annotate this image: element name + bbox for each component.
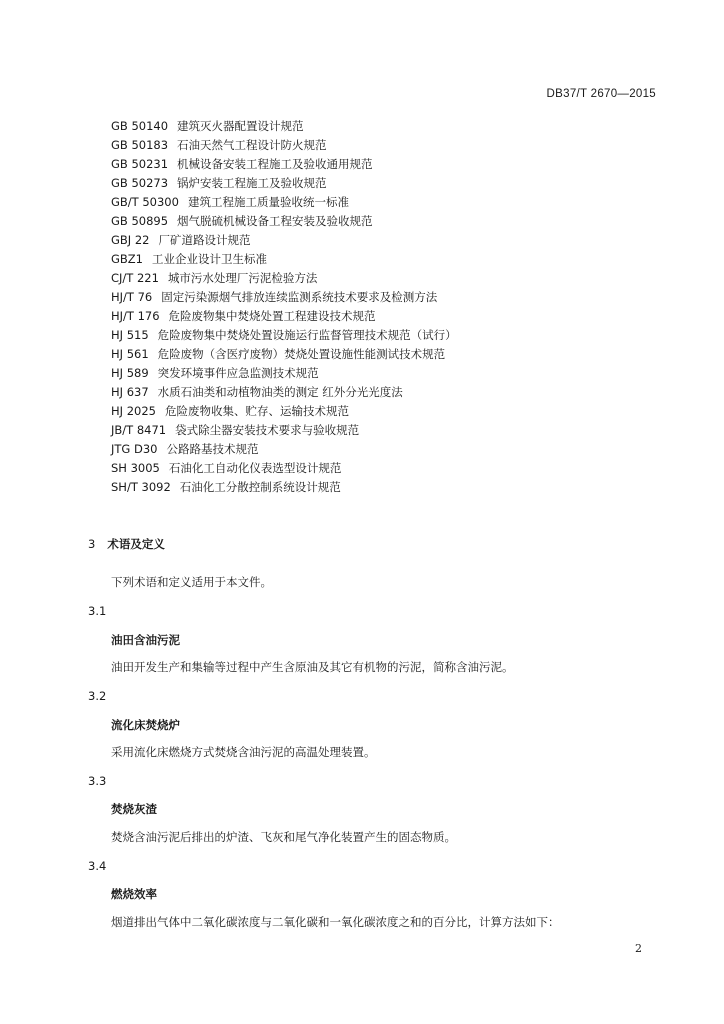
reference-title: 工业企业设计卫生标准 bbox=[152, 252, 267, 266]
normative-references-list bbox=[111, 117, 457, 497]
section-title: 术语及定义 bbox=[107, 537, 165, 551]
reference-title: 石油化工分散控制系统设计规范 bbox=[179, 480, 341, 494]
reference-code: HJ/T 176 bbox=[111, 309, 160, 323]
reference-title: 突发环境事件应急监测技术规范 bbox=[157, 366, 319, 380]
reference-item bbox=[111, 231, 457, 250]
reference-code: GBZ1 bbox=[111, 252, 143, 266]
section-intro: 下列术语和定义适用于本文件。 bbox=[111, 575, 272, 589]
reference-title: 危险废物集中焚烧处置工程建设技术规范 bbox=[168, 309, 376, 323]
reference-item bbox=[111, 174, 457, 193]
term-number: 3.3 bbox=[88, 774, 107, 788]
reference-code: GB 50183 bbox=[111, 138, 169, 152]
reference-code: HJ 637 bbox=[111, 385, 149, 399]
reference-item bbox=[111, 250, 457, 269]
reference-title: 袋式除尘器安装技术要求与验收规范 bbox=[175, 423, 360, 437]
reference-code: HJ/T 76 bbox=[111, 290, 153, 304]
term-definition: 油田开发生产和集输等过程中产生含原油及其它有机物的污泥，简称含油污泥。 bbox=[111, 660, 514, 674]
reference-item bbox=[111, 269, 457, 288]
reference-item bbox=[111, 117, 457, 136]
reference-item bbox=[111, 478, 457, 497]
term-name: 油田含油污泥 bbox=[111, 633, 180, 647]
reference-item bbox=[111, 345, 457, 364]
term-number: 3.1 bbox=[88, 604, 107, 618]
reference-title: 机械设备安装工程施工及验收通用规范 bbox=[177, 157, 373, 171]
reference-item bbox=[111, 440, 457, 459]
term-name: 燃烧效率 bbox=[111, 887, 157, 901]
term-number: 3.4 bbox=[88, 859, 107, 873]
term-definition: 烟道排出气体中二氧化碳浓度与二氧化碳和一氧化碳浓度之和的百分比，计算方法如下： bbox=[111, 915, 560, 929]
reference-code: HJ 589 bbox=[111, 366, 149, 380]
reference-code: SH 3005 bbox=[111, 461, 160, 475]
reference-code: HJ 561 bbox=[111, 347, 149, 361]
reference-item bbox=[111, 326, 457, 345]
reference-title: 石油天然气工程设计防火规范 bbox=[177, 138, 327, 152]
reference-title: 水质石油类和动植物油类的测定 红外分光光度法 bbox=[157, 385, 403, 399]
reference-code: GB 50273 bbox=[111, 176, 169, 190]
reference-title: 石油化工自动化仪表选型设计规范 bbox=[168, 461, 342, 475]
term-definition: 焚烧含油污泥后排出的炉渣、飞灰和尾气净化装置产生的固态物质。 bbox=[111, 830, 456, 844]
reference-item bbox=[111, 136, 457, 155]
reference-item bbox=[111, 459, 457, 478]
reference-title: 危险废物（含医疗废物）焚烧处置设施性能测试技术规范 bbox=[157, 347, 446, 361]
document-code: DB37/T 2670—2015 bbox=[546, 88, 656, 100]
reference-item bbox=[111, 155, 457, 174]
reference-title: 厂矿道路设计规范 bbox=[158, 233, 251, 247]
reference-title: 锅炉安装工程施工及验收规范 bbox=[177, 176, 327, 190]
reference-code: JB/T 8471 bbox=[111, 423, 167, 437]
reference-item bbox=[111, 288, 457, 307]
reference-item bbox=[111, 364, 457, 383]
reference-title: 公路路基技术规范 bbox=[166, 442, 259, 456]
reference-code: HJ 515 bbox=[111, 328, 149, 342]
reference-item bbox=[111, 383, 457, 402]
reference-item bbox=[111, 402, 457, 421]
reference-code: GB 50231 bbox=[111, 157, 169, 171]
reference-item bbox=[111, 421, 457, 440]
reference-title: 烟气脱硫机械设备工程安装及验收规范 bbox=[177, 214, 373, 228]
reference-item bbox=[111, 307, 457, 326]
term-name: 流化床焚烧炉 bbox=[111, 718, 180, 732]
reference-title: 危险废物收集、贮存、运输技术规范 bbox=[164, 404, 349, 418]
reference-code: HJ 2025 bbox=[111, 404, 156, 418]
reference-title: 危险废物集中焚烧处置设施运行监督管理技术规范（试行） bbox=[157, 328, 457, 342]
reference-code: GB 50895 bbox=[111, 214, 169, 228]
section-heading bbox=[88, 536, 165, 552]
term-number: 3.2 bbox=[88, 689, 107, 703]
reference-code: GB/T 50300 bbox=[111, 195, 179, 209]
reference-title: 城市污水处理厂污泥检验方法 bbox=[167, 271, 318, 285]
reference-code: JTG D30 bbox=[111, 442, 158, 456]
reference-item bbox=[111, 193, 457, 212]
term-definition: 采用流化床燃烧方式焚烧含油污泥的高温处理装置。 bbox=[111, 745, 376, 759]
term-name: 焚烧灰渣 bbox=[111, 802, 157, 816]
reference-code: GBJ 22 bbox=[111, 233, 150, 247]
reference-code: SH/T 3092 bbox=[111, 480, 171, 494]
reference-title: 建筑工程施工质量验收统一标准 bbox=[187, 195, 349, 209]
reference-item bbox=[111, 212, 457, 231]
reference-title: 建筑灭火器配置设计规范 bbox=[177, 119, 304, 133]
page-number: 2 bbox=[635, 942, 642, 955]
reference-code: CJ/T 221 bbox=[111, 271, 159, 285]
reference-code: GB 50140 bbox=[111, 119, 169, 133]
section-number: 3 bbox=[88, 537, 96, 551]
reference-title: 固定污染源烟气排放连续监测系统技术要求及检测方法 bbox=[161, 290, 438, 304]
